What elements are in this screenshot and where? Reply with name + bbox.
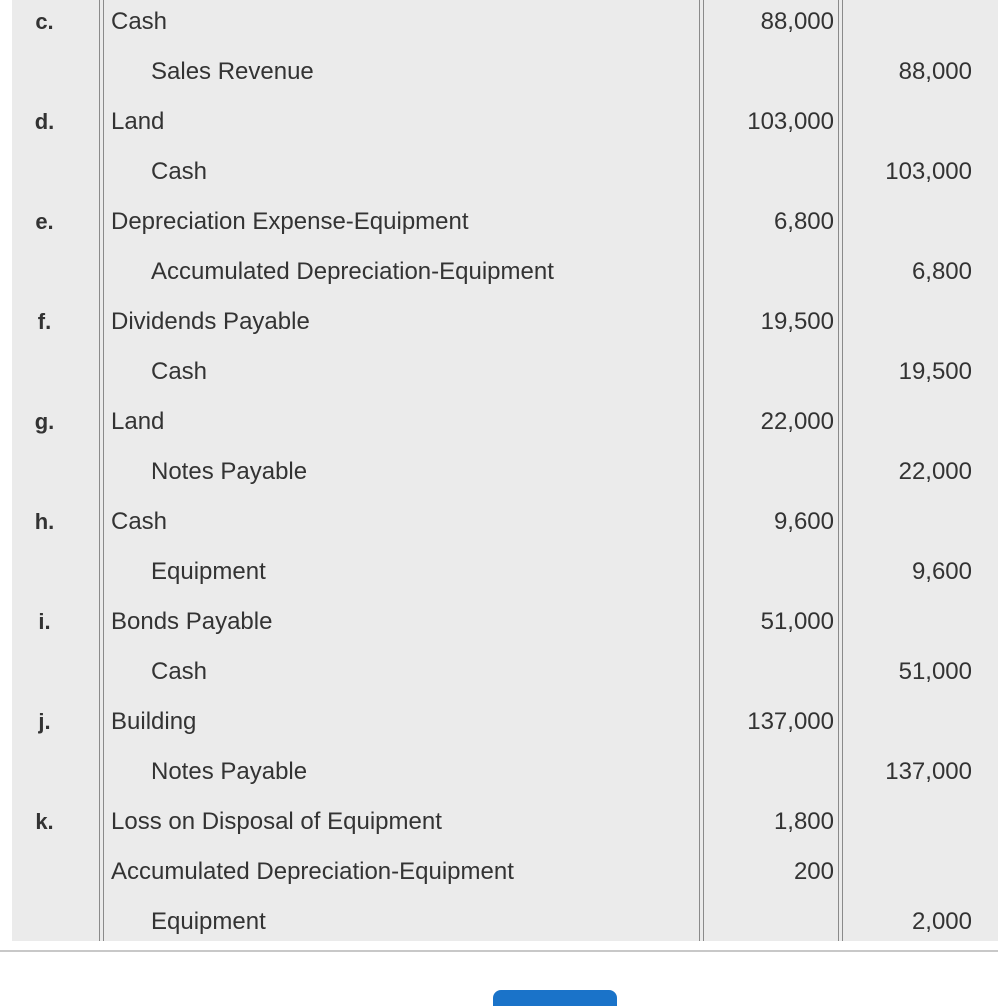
debit-account: Cash: [111, 508, 168, 535]
debit-account: Land: [111, 408, 165, 435]
journal-entries-table: [12, 0, 998, 941]
debit-amount: 1,800: [773, 808, 834, 835]
credit-amount: 19,500: [898, 358, 972, 385]
entry-letter: j.: [38, 709, 51, 734]
entry-letter: h.: [34, 509, 55, 534]
debit-account: Dividends Payable: [111, 308, 310, 335]
journal-row: [12, 900, 998, 950]
debit-amount: 9,600: [773, 508, 834, 535]
credit-amount: 2,000: [911, 908, 972, 935]
debit-amount: 51,000: [760, 608, 834, 635]
entry-letter: k.: [35, 809, 54, 834]
credit-amount: 9,600: [911, 558, 972, 585]
credit-amount: 88,000: [898, 58, 972, 85]
journal-row: [12, 450, 998, 500]
debit-amount: 200: [793, 858, 834, 885]
debit-account: Depreciation Expense-Equipment: [111, 208, 469, 235]
debit-amount: 6,800: [773, 208, 834, 235]
debit-account: Loss on Disposal of Equipment: [111, 808, 442, 835]
credit-amount: 51,000: [898, 658, 972, 685]
credit-account: Accumulated Depreciation-Equipment: [151, 258, 554, 285]
debit-account: Bonds Payable: [111, 608, 273, 635]
entry-letter: g.: [34, 409, 55, 434]
credit-account: Equipment: [151, 558, 266, 585]
credit-amount: 103,000: [885, 158, 972, 185]
journal-row: [12, 550, 998, 600]
journal-row: [12, 400, 998, 450]
journal-row: [12, 200, 998, 250]
entry-letter: i.: [38, 609, 51, 634]
debit-amount: 22,000: [760, 408, 834, 435]
credit-account: Cash: [151, 358, 208, 385]
journal-row: [12, 850, 998, 900]
credit-amount: 137,000: [885, 758, 972, 785]
journal-row: [12, 100, 998, 150]
journal-row: [12, 350, 998, 400]
journal-row: [12, 650, 998, 700]
credit-account: Notes Payable: [151, 758, 308, 785]
entry-letter: f.: [37, 309, 52, 334]
credit-amount: 22,000: [898, 458, 972, 485]
partial-button[interactable]: [493, 990, 617, 1006]
section-divider: [0, 950, 998, 952]
debit-account: Cash: [111, 8, 168, 35]
journal-row: [12, 0, 998, 50]
debit-amount: 103,000: [747, 108, 834, 135]
credit-account: Sales Revenue: [151, 58, 314, 85]
journal-row: [12, 250, 998, 300]
journal-row: [12, 150, 998, 200]
journal-row: [12, 500, 998, 550]
credit-amount: 6,800: [911, 258, 972, 285]
debit-amount: 137,000: [747, 708, 834, 735]
credit-account: Cash: [151, 658, 208, 685]
debit-account: Building: [111, 708, 197, 735]
debit-account: Accumulated Depreciation-Equipment: [111, 858, 514, 885]
journal-row: [12, 50, 998, 100]
journal-row: [12, 750, 998, 800]
journal-row: [12, 600, 998, 650]
journal-row: [12, 300, 998, 350]
credit-account: Notes Payable: [151, 458, 308, 485]
entry-letter: d.: [34, 109, 55, 134]
journal-row: [12, 800, 998, 850]
credit-account: Cash: [151, 158, 208, 185]
entry-letter: e.: [35, 209, 54, 234]
debit-amount: 19,500: [760, 308, 834, 335]
debit-account: Land: [111, 108, 165, 135]
entry-letter: c.: [35, 9, 54, 34]
credit-account: Equipment: [151, 908, 266, 935]
journal-row: [12, 700, 998, 750]
debit-amount: 88,000: [760, 8, 834, 35]
